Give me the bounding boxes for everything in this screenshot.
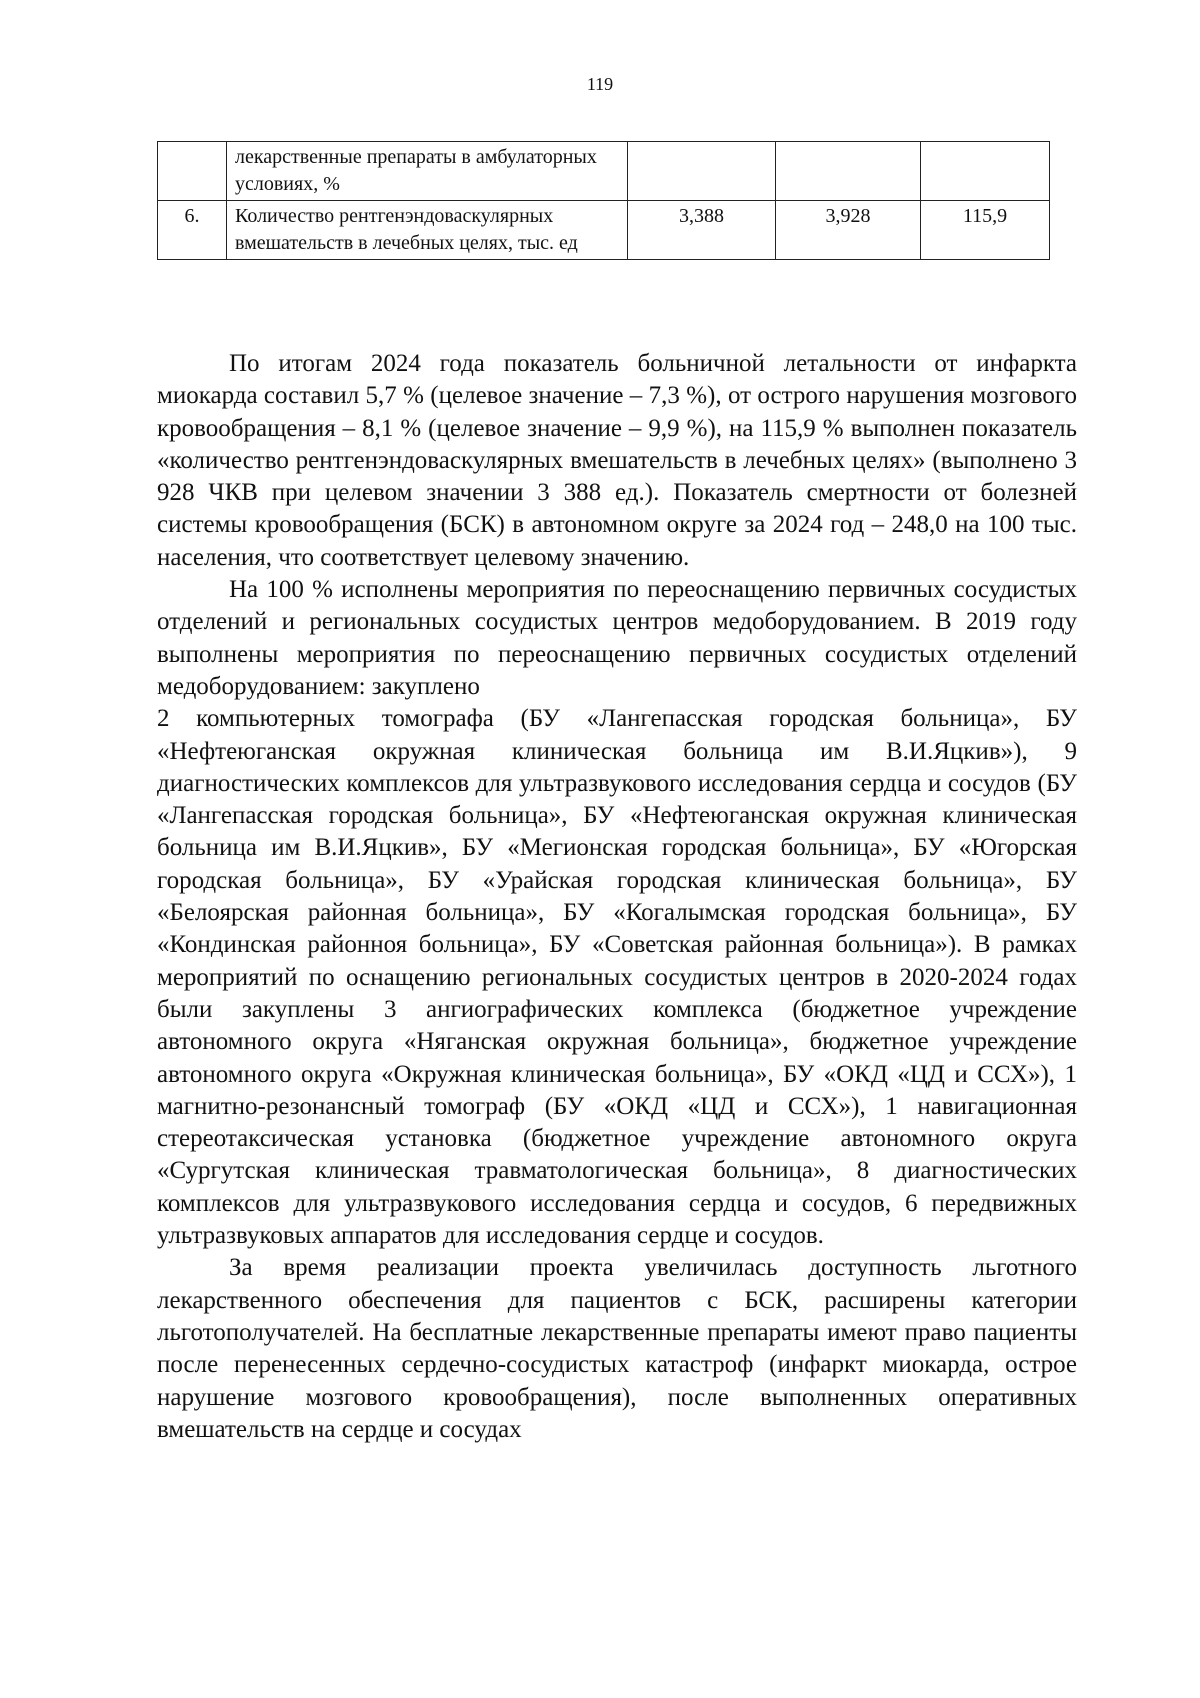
target-value-cell: 3,388 [628,201,776,260]
row-number-cell [158,142,227,201]
indicators-table [157,141,1050,260]
table-row [158,142,1050,201]
row-number-cell: 6. [158,201,227,260]
percent-cell: 115,9 [921,201,1050,260]
percent-cell [921,142,1050,201]
body-text [157,348,1077,1446]
indicator-name-cell: лекарственные препараты в амбулаторных условиях, % [227,142,628,201]
paragraph: По итогам 2024 года показатель больничной летальности от инфаркта миокарда составил 5,7 % (целевое значение – 7,3 %), от острого нарушения мозгового кровообращения – 8,1 % (целевое значение – 9,9 %), на 115,9 % выполнен показатель «количество рентгенэндоваскулярных вмешательств в лечебных целях» (выполнено 3 928 ЧКВ при целевом значении 3 388 ед.). Показатель смертности от болезней системы кровообращения (БСК) в автономном округе за 2024 год – 248,0 на 100 тыс. населения, что соответствует целевому значению. [157,350,1077,571]
page-number: 119 [586,74,614,94]
target-value-cell [628,142,776,201]
actual-value-cell [776,142,921,201]
paragraph: За время реализации проекта увеличилась доступность льготного лекарственного обеспечения для пациентов с БСК, расширены категории льготополучателей. На бесплатные лекарственные препараты имеют право пациенты после перенесенных сердечно-сосудистых катастроф (инфаркт миокарда, острое нарушение мозгового кровообращения), после выполненных оперативных вмешательств на сердце и сосудах [157,1254,1077,1443]
paragraph: 2 компьютерных томографа (БУ «Лангепасская городская больница», БУ «Нефтеюганская окружная клиническая больница им В.И.Яцкив»), 9 диагностических комплексов для ультразвукового исследования сердца и сосудов (БУ «Лангепасская городская больница», БУ «Нефтеюганская окружная клиническая больница им В.И.Яцкив», БУ «Мегионская городская больница», БУ «Югорская городская больница», БУ «Урайская городская клиническая больница», БУ «Белоярская районная больница», БУ «Когалымская городская больница», БУ «Кондинская районноя больница», БУ «Советская районная больница»). В рамках мероприятий по оснащению региональных сосудистых центров в 2020-2024 годах были закуплены 3 ангиографических комплекса (бюджетное учреждение автономного округа «Няганская окружная больница», бюджетное учреждение автономного округа «Окружная клиническая больница», БУ «ОКД «ЦД и ССХ»), 1 магнитно-резонансный томограф (БУ «ОКД «ЦД и ССХ»), 1 навигационная стереотаксическая установка (бюджетное учреждение автономного округа «Сургутская клиническая травматологическая больница», 8 диагностических комплексов для ультразвукового исследования сердца и сосудов, 6 передвижных ультразвуковых аппаратов для исследования сердце и сосудов. [157,705,1077,1250]
paragraph: На 100 % исполнены мероприятия по переоснащению первичных сосудистых отделений и региональных сосудистых центров медоборудованием. В 2019 году выполнены мероприятия по переоснащению первичных сосудистых отделений медоборудованием: закуплено [157,576,1077,700]
table-row [158,201,1050,260]
indicator-name-cell: Количество рентгенэндоваскулярных вмешательств в лечебных целях, тыс. ед [227,201,628,260]
actual-value-cell: 3,928 [776,201,921,260]
